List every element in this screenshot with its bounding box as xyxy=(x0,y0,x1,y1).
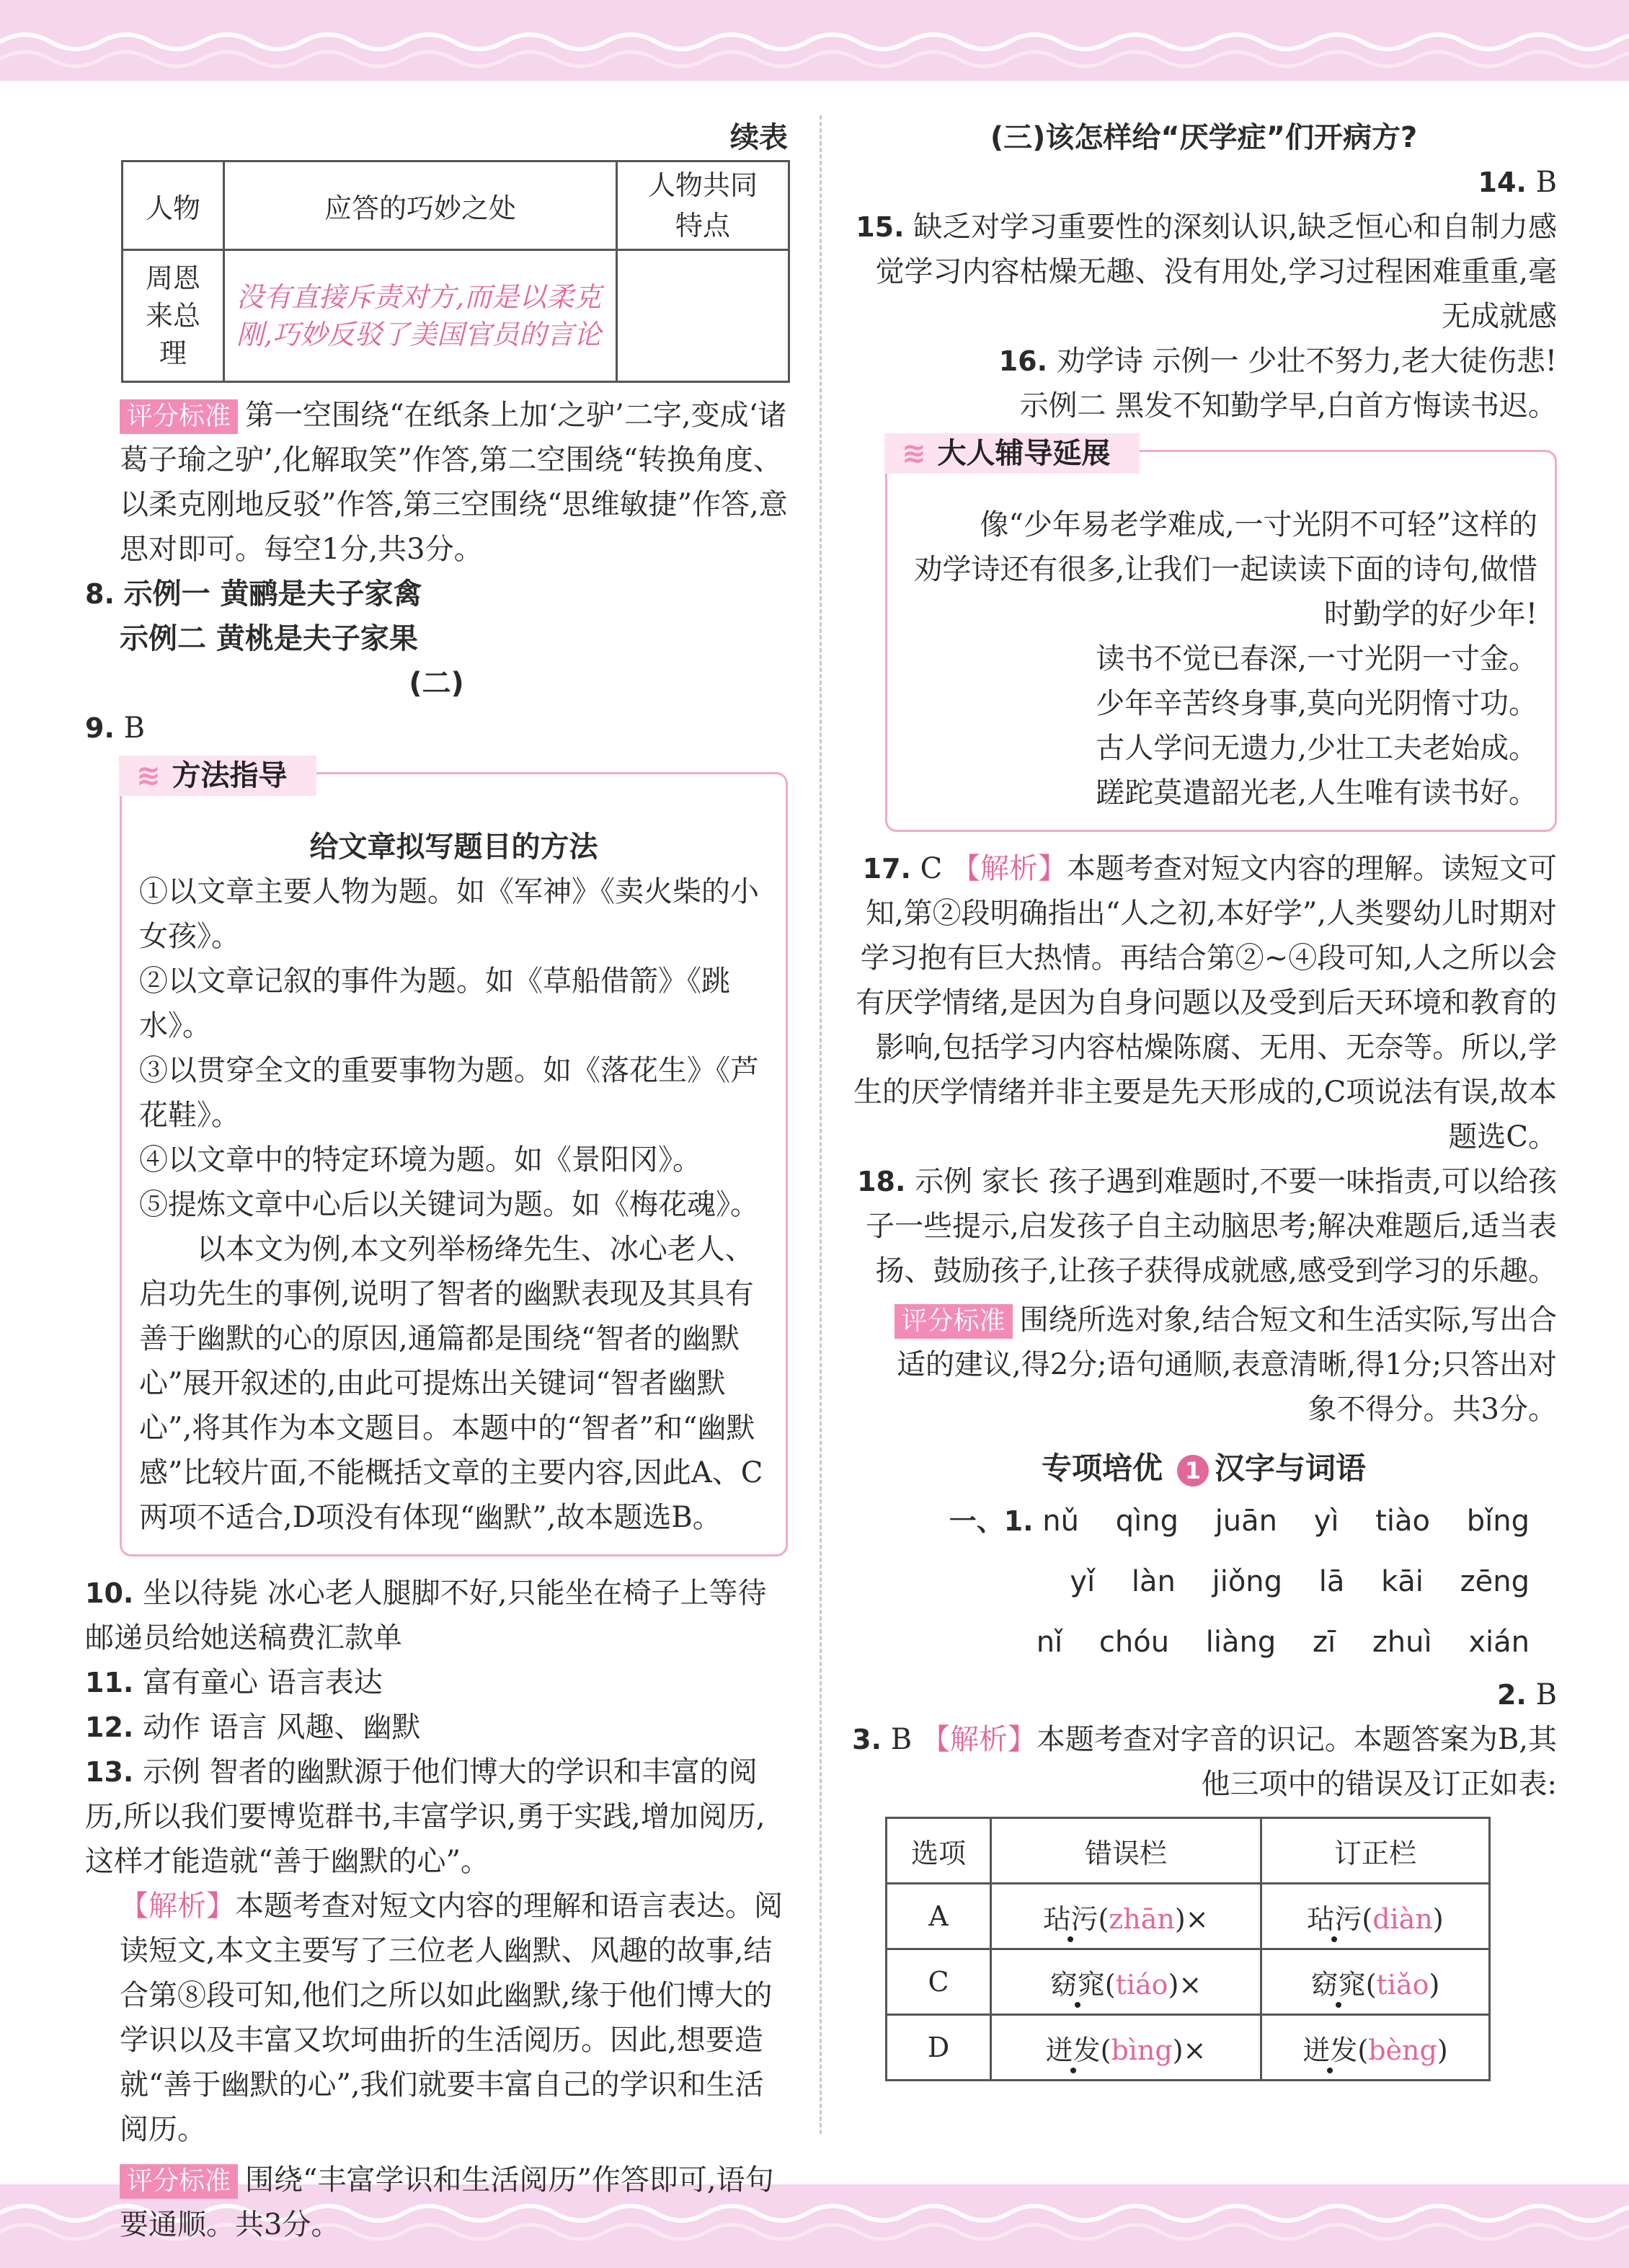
pinyin: juān xyxy=(1215,1505,1278,1538)
score-tag: 评分标准 xyxy=(120,2164,238,2199)
character-table xyxy=(121,160,790,383)
q8-answer-a: 示例一 黄鹂是夫子家禽 xyxy=(123,577,422,611)
q10 xyxy=(85,1571,788,1660)
table-header-cell: 应答的巧妙之处 xyxy=(224,161,617,250)
pinyin: kāi xyxy=(1381,1565,1424,1598)
pinyin: yì xyxy=(1313,1505,1339,1538)
score-text: 围绕所选对象,结合短文和生活实际,写出合适的建议,得2分;语句通顺,表意清晰,得1分;只答出对象不得分。共3分。 xyxy=(897,1303,1557,1426)
pinyin: nǔ xyxy=(1042,1505,1079,1538)
pinyin: bǐng xyxy=(1466,1505,1530,1538)
question-number: 17. xyxy=(862,853,911,885)
pinyin: tiǎo xyxy=(1376,1968,1429,2001)
table-cell-right: 玷污(diàn) xyxy=(1261,1884,1490,1949)
analysis-label: 【解析】 xyxy=(120,1890,235,1923)
q13 xyxy=(85,1750,788,1884)
question-number: 2. xyxy=(1496,1679,1527,1711)
question-number: 9. xyxy=(85,712,115,744)
answer: 坐以待毙 冰心老人腿脚不好,只能坐在椅子上等待邮递员给她送稿费汇款单 xyxy=(85,1577,767,1655)
special-number-badge: 1 xyxy=(1177,1455,1209,1487)
answer: B xyxy=(123,712,146,745)
fix-table xyxy=(885,1817,1491,2081)
table-header-row xyxy=(887,1818,1490,1884)
table-cell-right: 窈窕(tiǎo) xyxy=(1261,1949,1490,2015)
question-number: 8. xyxy=(85,578,115,610)
question-number: 18. xyxy=(857,1166,906,1197)
answer: 富有童心 语言表达 xyxy=(143,1666,383,1699)
answer: 示例 家长 孩子遇到难题时,不要一味指责,可以给孩子一些提示,启发孩子自主动脑思考;解决难题后,适当表扬、鼓励孩子,让孩子获得成就感,感受到学习的乐趣。 xyxy=(866,1165,1557,1288)
q11 xyxy=(85,1660,788,1705)
answer-a: 劝学诗 示例一 少壮不努力,老大徒伤悲! xyxy=(1056,345,1557,378)
poem-line: 蹉跎莫遣韶光老,人生唯有读书好。 xyxy=(1096,776,1537,810)
poem-line: 古人学问无遗力,少壮工夫老始成。 xyxy=(1096,732,1537,765)
wrong-mark: × xyxy=(1183,2034,1207,2066)
pinyin: zī xyxy=(1312,1626,1336,1659)
q13-analysis xyxy=(85,1884,788,2152)
pinyin-row xyxy=(851,1612,1557,1673)
question-number: 11. xyxy=(85,1667,134,1698)
method-item: ④以文章中的特定环境为题。如《景阳冈》。 xyxy=(139,1143,701,1177)
q16-answer-b: 示例二 黑发不知勤学早,白首方悔读书迟。 xyxy=(1019,389,1557,422)
pinyin: tiáo xyxy=(1115,1968,1168,2001)
score-standard-2 xyxy=(85,2158,788,2247)
table-cell-wrong: 迸发(bìng)× xyxy=(991,2015,1261,2081)
method-heading: 给文章拟写题目的方法 xyxy=(309,830,598,864)
answer: 动作 语言 风趣、幽默 xyxy=(143,1711,421,1744)
table-cell-right: 迸发(bèng) xyxy=(1261,2015,1490,2081)
q18 xyxy=(851,1159,1557,1293)
score-standard-3 xyxy=(851,1298,1557,1432)
left-column xyxy=(85,115,788,2247)
pinyin: diàn xyxy=(1372,1902,1433,1935)
question-number: 12. xyxy=(85,1711,134,1743)
q17 xyxy=(851,846,1557,1159)
table-cell-name: 周恩来总理 xyxy=(123,250,224,382)
q8-answer-b: 示例二 黄桃是夫子家果 xyxy=(120,622,418,655)
pinyin: nǐ xyxy=(1036,1626,1063,1659)
answer: B xyxy=(1535,1678,1557,1711)
answer: B xyxy=(1535,166,1557,199)
method-item: ①以文章主要人物为题。如《军神》《卖火柴的小女孩》。 xyxy=(139,875,759,953)
table-header-cell: 人物共同特点 xyxy=(617,161,789,250)
pinyin: zhān xyxy=(1109,1902,1175,1935)
analysis-label: 【解析】 xyxy=(951,852,1067,885)
wave-icon: ≋ xyxy=(902,437,926,470)
question-number: 16. xyxy=(998,345,1048,377)
table-cell-wrong: 窈窕(tiáo)× xyxy=(991,1949,1261,2015)
wrong-mark: × xyxy=(1185,1902,1209,1935)
question-number: 一、1. xyxy=(949,1505,1034,1537)
pinyin: chóu xyxy=(1098,1626,1170,1659)
answer: 缺乏对学习重要性的深刻认识,缺乏恒心和自制力感觉学习内容枯燥无趣、没有用处,学习过程困难重重,毫无成就感 xyxy=(875,211,1557,333)
table-cell-wrong: 玷污(zhān)× xyxy=(991,1884,1261,1949)
answer: 示例 智者的幽默源于他们博大的学识和丰富的阅历,所以我们要博览群书,丰富学识,勇于实践,增加阅历,这样才能造就“善于幽默的心”。 xyxy=(85,1755,765,1878)
pinyin: qìng xyxy=(1115,1505,1179,1538)
analysis-text: 本题考查对短文内容的理解和语言表达。阅读短文,本文主要写了三位老人幽默、风趣的故事,结合第⑧段可知,他们之所以如此幽默,缘于他们博大的学识以及丰富又坎坷曲折的生活阅历。因此,想要造就“善于幽默的心”,我们就要丰富自己的学识和生活阅历。 xyxy=(120,1890,783,2146)
table-header-row xyxy=(123,161,789,250)
q12 xyxy=(85,1705,788,1750)
column-divider xyxy=(820,115,822,2134)
special-subtitle: 汉字与词语 xyxy=(1215,1450,1367,1486)
question-number: 15. xyxy=(856,211,905,243)
table-header-cell: 人物 xyxy=(123,161,224,250)
question-number: 3. xyxy=(852,1724,882,1755)
score-tag: 评分标准 xyxy=(895,1304,1013,1339)
extension-box xyxy=(885,437,1557,832)
score-text: 围绕“丰富学识和生活阅历”作答即可,语句要通顺。共3分。 xyxy=(120,2163,774,2241)
p3 xyxy=(851,1717,1557,1807)
right-column xyxy=(851,115,1557,2081)
table-row xyxy=(123,250,789,382)
q8 xyxy=(85,572,788,616)
table-row xyxy=(887,1949,1490,2015)
extension-intro: 像“少年易老学难成,一寸光阴不可轻”这样的劝学诗还有很多,让我们一起读读下面的诗句,做惜时勤学的好少年! xyxy=(913,508,1537,631)
table-header-cell: 错误栏 xyxy=(991,1818,1261,1884)
q14 xyxy=(851,160,1557,205)
pinyin: zhuì xyxy=(1372,1626,1432,1659)
box-title: ≋ 大人辅导延展 xyxy=(884,433,1140,474)
pinyin: yǐ xyxy=(1070,1565,1096,1598)
q15 xyxy=(851,205,1557,339)
pinyin-row xyxy=(851,1491,1557,1551)
method-item: ③以贯穿全文的重要事物为题。如《落花生》《芦花鞋》。 xyxy=(139,1054,759,1132)
poem-line: 少年辛苦终身事,莫向光阴惰寸功。 xyxy=(1096,687,1537,720)
table-cell-option: A xyxy=(887,1884,991,1949)
pinyin: xián xyxy=(1468,1626,1530,1659)
table-row xyxy=(887,2015,1490,2081)
pinyin: lā xyxy=(1318,1565,1345,1598)
wave-icon: ≋ xyxy=(136,759,161,792)
p2 xyxy=(851,1673,1557,1717)
score-text: 第一空围绕“在纸条上加‘之驴’二字,变成‘诸葛子瑜之驴’,化解取笑”作答,第二空围绕“转换角度、以柔克刚地反驳”作答,第三空围绕“思维敏捷”作答,意思对即可。每空1分,共3分。 xyxy=(120,399,788,566)
special-heading xyxy=(851,1446,1557,1491)
question-number: 14. xyxy=(1478,167,1527,198)
wrong-mark: × xyxy=(1179,1968,1202,2001)
section-heading: (三)该怎样给“厌学症”们开病方? xyxy=(990,121,1418,154)
question-number: 13. xyxy=(85,1756,134,1788)
method-item: ⑤提炼文章中心后以关键词为题。如《梅花魂》。 xyxy=(139,1188,759,1221)
top-decor-band xyxy=(0,0,1629,81)
wave-decoration-top xyxy=(0,0,1629,81)
score-tag: 评分标准 xyxy=(120,399,238,434)
pinyin: tiào xyxy=(1375,1505,1431,1538)
pinyin: bìng xyxy=(1111,2034,1173,2066)
pinyin-row xyxy=(851,1551,1557,1612)
score-standard-1 xyxy=(85,393,788,572)
q16 xyxy=(851,339,1557,384)
pinyin: zēng xyxy=(1460,1565,1530,1598)
table-header-cell: 订正栏 xyxy=(1261,1818,1490,1884)
table-cell-trait xyxy=(617,250,789,382)
section-heading: (二) xyxy=(409,667,464,700)
pinyin: jiǒng xyxy=(1212,1565,1283,1598)
analysis-text: 本题考查对短文内容的理解。读短文可知,第②段明确指出“人之初,本好学”,人类婴幼儿时期对学习抱有巨大热情。再结合第②~④段可知,人之所以会有厌学情绪,是因为自身问题以及受到后天环境和教育的影响,包括学习内容枯燥陈腐、无用、无奈等。所以,学生的厌学情绪并非主要是先天形成的,C项说法有误,故本题选C。 xyxy=(853,852,1557,1153)
table-row xyxy=(887,1884,1490,1949)
box-title: ≋ 方法指导 xyxy=(119,756,316,796)
table-header-cell: 选项 xyxy=(887,1818,991,1884)
q9 xyxy=(85,706,788,750)
analysis-label: 【解析】 xyxy=(920,1723,1037,1756)
pinyin: làn xyxy=(1131,1565,1176,1598)
table-cell-answer: 没有直接斥责对方,而是以柔克刚,巧妙反驳了美国官员的言论 xyxy=(224,250,617,382)
pinyin: bèng xyxy=(1368,2034,1437,2066)
pinyin: liàng xyxy=(1205,1626,1277,1659)
answer: B xyxy=(890,1723,913,1756)
table-cell-option: D xyxy=(887,2015,991,2081)
answer: C xyxy=(920,852,943,885)
poem-line: 读书不觉已春深,一寸光阴一寸金。 xyxy=(1096,642,1537,675)
analysis-text: 本题考查对字音的识记。本题答案为B,其他三项中的错误及订正如表: xyxy=(1036,1723,1557,1801)
special-title: 专项培优 xyxy=(1041,1450,1163,1486)
method-paragraph: 以本文为例,本文列举杨绛先生、冰心老人、启功先生的事例,说明了智者的幽默表现及其具有善于幽默的心的原因,通篇都是围绕“智者的幽默心”展开叙述的,由此可提炼出关键词“智者幽默心”,将其作为本文题目。本题中的“智者”和“幽默感”比较片面,不能概括文章的主要内容,因此A、C两项不适合,D项没有体现“幽默”,故本题选B。 xyxy=(139,1233,763,1534)
table-cell-option: C xyxy=(887,1949,991,2015)
question-number: 10. xyxy=(85,1577,134,1609)
table-caption: 续表 xyxy=(730,121,788,154)
method-guide-box xyxy=(120,759,788,1556)
method-item: ②以文章记叙的事件为题。如《草船借箭》《跳水》。 xyxy=(139,965,730,1042)
